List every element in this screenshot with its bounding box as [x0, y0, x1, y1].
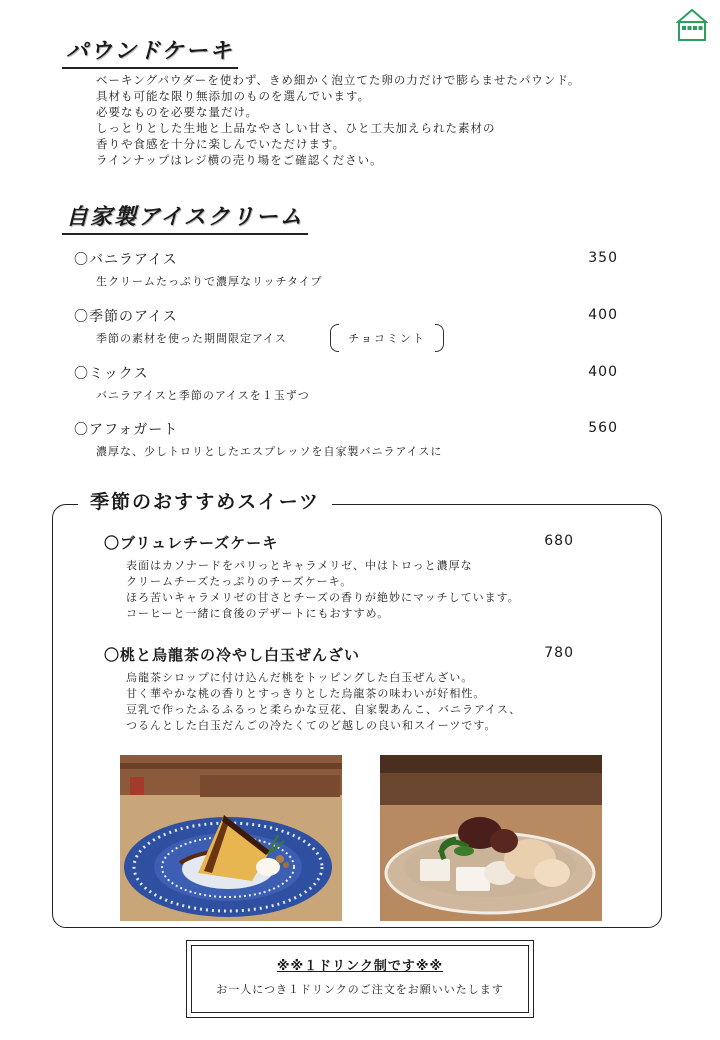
- seasonal-flavor-badge: チョコミント: [330, 324, 444, 350]
- menu-item-name: 〇アフォガート: [74, 422, 179, 438]
- menu-item-description: バニラアイスと季節のアイスを１玉ずつ: [96, 389, 310, 402]
- menu-item-name: 〇季節のアイス: [74, 309, 178, 325]
- menu-item-price: 400: [588, 307, 618, 323]
- seasonal-item-description: 表面はカソナードをパリっとキャラメリゼ、中はトロっと濃厚な クリームチーズたっぷりのチーズケーキ。 ほろ苦いキャラメリゼの甘さとチーズの香りが絶妙にマッチしています。 コーヒーと一緒に食後のデザートにもおすすめ。: [126, 559, 520, 620]
- notice-text: お一人につき１ドリンクのご注文をお願いいたします: [216, 983, 504, 996]
- seasonal-item-price: 680: [544, 533, 574, 549]
- menu-item-description: 季節の素材を使った期間限定アイス: [96, 332, 287, 345]
- seasonal-item-description: 烏龍茶シロップに付け込んだ桃をトッピングした白玉ぜんざい。 甘く華やかな桃の香りとすっきりとした烏龍茶の味わいが好相性。 豆乳で作ったふるふるっと柔らかな豆花、自家製あんこ、バニラアイス、 つるんとした白玉だんごの冷たくてのど越しの良い和スイーツです。: [126, 671, 522, 732]
- menu-item-price: 350: [588, 250, 618, 266]
- house-logo-icon: [676, 8, 708, 42]
- menu-item-name: 〇バニラアイス: [74, 252, 178, 268]
- menu-item-price: 400: [588, 364, 618, 380]
- brulee-cheesecake-photo: [120, 755, 342, 921]
- seasonal-item-name: 〇ブリュレチーズケーキ: [104, 534, 279, 552]
- one-drink-notice: [186, 940, 534, 1018]
- pound-cake-description: ベーキングパウダーを使わず、きめ細かく泡立てた卵の力だけで膨らませたパウンド。 具材も可能な限り無添加のものを選んでいます。 必要なものを必要な量だけ。 しっとりとした生地と上品なやさしい甘さ、ひと工夫加えられた素材の 香りや食感を十分に楽しんでいただけます。 ラインナップはレジ横の売り場をご確認ください。: [96, 73, 581, 167]
- seasonal-sweets-title: 季節のおすすめスイーツ: [78, 487, 332, 514]
- seasonal-item-price: 780: [544, 645, 574, 661]
- seasonal-item-name: 〇桃と烏龍茶の冷やし白玉ぜんざい: [104, 646, 361, 664]
- menu-item-price: 560: [588, 420, 618, 436]
- menu-item-name: 〇ミックス: [74, 366, 149, 382]
- menu-item-description: 濃厚な、少しトロリとしたエスプレッソを自家製バニラアイスに: [96, 445, 443, 458]
- notice-title: ※※１ドリンク制です※※: [276, 959, 444, 974]
- menu-item-description: 生クリームたっぷりで濃厚なリッチタイプ: [96, 275, 323, 288]
- peach-zenzai-photo: [380, 755, 602, 921]
- pound-cake-title: パウンドケーキ: [66, 34, 234, 65]
- ice-cream-title: 自家製アイスクリーム: [66, 200, 304, 231]
